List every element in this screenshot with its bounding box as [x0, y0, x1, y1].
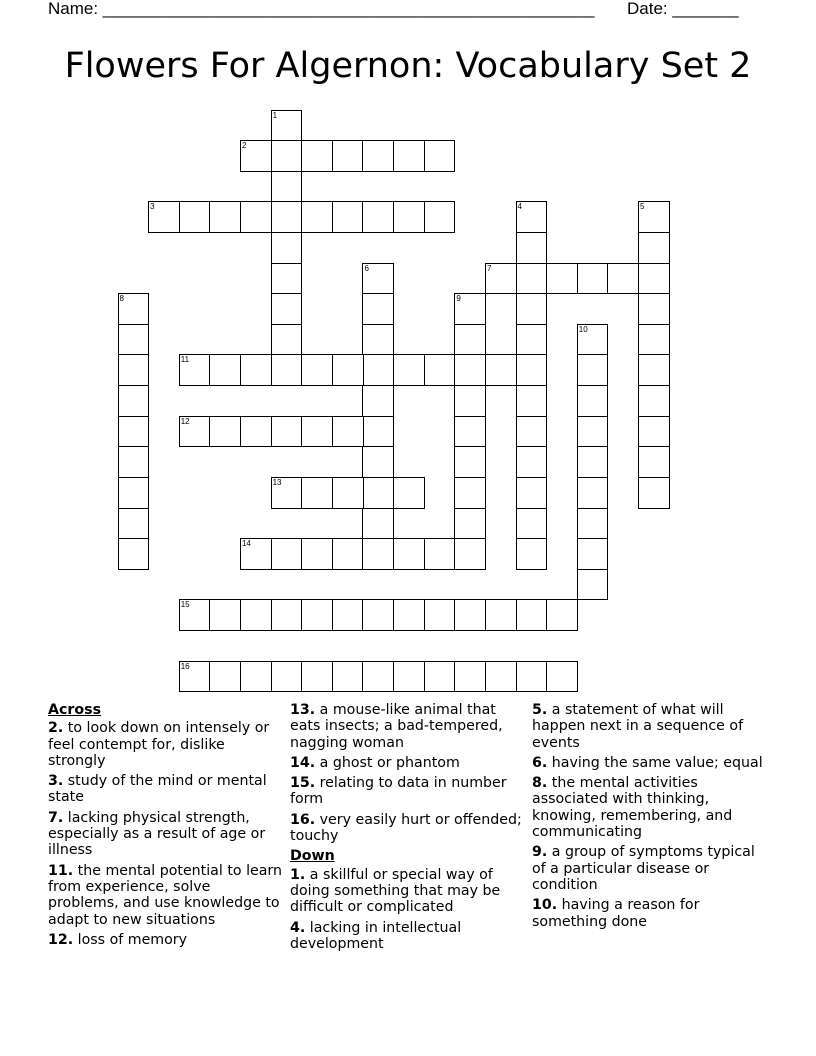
grid-cell[interactable]: [516, 354, 548, 386]
clue-number-label: 6: [364, 263, 369, 273]
grid-cell[interactable]: [454, 661, 486, 693]
grid-cell[interactable]: [454, 508, 486, 540]
grid-cell[interactable]: [638, 263, 670, 295]
down-clue-8: 8. the mental activities associated with thinking, knowing, remembering, and communicating: [532, 775, 733, 841]
down-clue-1: 1. a skillful or special way of doing something that may be difficult or complicated: [290, 866, 501, 916]
grid-cell[interactable]: [393, 354, 425, 386]
grid-cell[interactable]: [301, 354, 333, 386]
grid-cell[interactable]: [271, 110, 303, 142]
grid-cell[interactable]: [516, 538, 548, 570]
grid-cell[interactable]: [577, 354, 609, 386]
grid-cell[interactable]: [454, 446, 486, 478]
across-clue-11: 11. the mental potential to learn from experience, solve problems, and use knowledge to adapt to new situations: [48, 862, 283, 928]
grid-cell[interactable]: [546, 599, 578, 631]
grid-cell[interactable]: [424, 661, 456, 693]
grid-cell[interactable]: [301, 201, 333, 233]
grid-cell[interactable]: [516, 661, 548, 693]
grid-cell[interactable]: [577, 569, 609, 601]
grid-cell[interactable]: [362, 201, 394, 233]
clue-number-label: 5: [640, 202, 645, 212]
grid-cell[interactable]: [271, 140, 303, 172]
grid-cell[interactable]: [362, 446, 394, 478]
grid-cell[interactable]: [362, 416, 394, 448]
grid-cell[interactable]: [240, 661, 272, 693]
grid-cell[interactable]: [332, 416, 364, 448]
clue-number-label: 9: [456, 294, 461, 304]
grid-cell[interactable]: [271, 661, 303, 693]
grid-cell[interactable]: [240, 140, 272, 172]
grid-cell[interactable]: [454, 293, 486, 325]
grid-cell[interactable]: [485, 354, 517, 386]
grid-cell[interactable]: [301, 661, 333, 693]
grid-cell[interactable]: [393, 477, 425, 509]
grid-cell[interactable]: [607, 263, 639, 295]
grid-cell[interactable]: [179, 354, 211, 386]
grid-cell[interactable]: [362, 661, 394, 693]
grid-cell[interactable]: [393, 661, 425, 693]
grid-cell[interactable]: [424, 354, 456, 386]
grid-cell[interactable]: [118, 385, 150, 417]
grid-cell[interactable]: [393, 599, 425, 631]
clue-number-label: 3: [150, 202, 155, 212]
grid-cell[interactable]: [240, 538, 272, 570]
name-field-label: Name: ____________________________________________________: [48, 0, 595, 18]
grid-cell[interactable]: [516, 477, 548, 509]
grid-cell[interactable]: [516, 201, 548, 233]
grid-cell[interactable]: [332, 599, 364, 631]
grid-cell[interactable]: [332, 201, 364, 233]
grid-cell[interactable]: [516, 508, 548, 540]
grid-cell[interactable]: [516, 324, 548, 356]
grid-cell[interactable]: [516, 446, 548, 478]
down-clue-6: 6. having the same value; equal: [532, 754, 763, 771]
clue-column-3: [532, 702, 766, 934]
grid-cell[interactable]: [577, 385, 609, 417]
across-clue-12: 12. loss of memory: [48, 931, 188, 948]
clue-number-label: 7: [486, 263, 492, 273]
grid-cell[interactable]: [577, 324, 609, 356]
across-clue-7: 7. lacking physical strength, especially as a result of age or illness: [48, 809, 266, 859]
clue-number-label: 16: [180, 661, 190, 671]
grid-cell[interactable]: [516, 232, 548, 264]
grid-cell[interactable]: [332, 661, 364, 693]
clue-number-label: 8: [119, 294, 124, 304]
page-title: Flowers For Algernon: Vocabulary Set 2: [64, 46, 752, 86]
grid-cell[interactable]: [271, 354, 303, 386]
grid-cell[interactable]: [577, 416, 609, 448]
date-field-label: Date: _______: [627, 0, 739, 18]
grid-cell[interactable]: [118, 477, 150, 509]
grid-cell[interactable]: [332, 140, 364, 172]
grid-cell[interactable]: [332, 354, 364, 386]
grid-cell[interactable]: [424, 140, 456, 172]
across-clue-3: 3. study of the mind or mental state: [48, 773, 267, 806]
grid-cell[interactable]: [271, 263, 303, 295]
grid-cell[interactable]: [393, 201, 425, 233]
grid-cell[interactable]: [118, 354, 150, 386]
grid-cell[interactable]: [148, 201, 180, 233]
down-heading: Down: [290, 848, 335, 865]
grid-cell[interactable]: [301, 599, 333, 631]
grid-cell[interactable]: [271, 171, 303, 203]
grid-cell[interactable]: [362, 508, 394, 540]
down-clue-5: 5. a statement of what will happen next in a sequence of events: [532, 702, 744, 751]
clue-column-1: [48, 702, 282, 952]
clue-column-2: [290, 702, 524, 956]
grid-cell[interactable]: [118, 293, 150, 325]
grid-cell[interactable]: [546, 263, 578, 295]
grid-cell[interactable]: [546, 661, 578, 693]
grid-cell[interactable]: [271, 416, 303, 448]
grid-cell[interactable]: [209, 201, 241, 233]
grid-cell[interactable]: [577, 538, 609, 570]
grid-cell[interactable]: [179, 201, 211, 233]
clue-number-label: 13: [272, 477, 282, 487]
across-heading: Across: [48, 702, 102, 718]
grid-cell[interactable]: [271, 232, 303, 264]
grid-cell[interactable]: [362, 385, 394, 417]
grid-cell[interactable]: [362, 263, 394, 295]
grid-cell[interactable]: [362, 293, 394, 325]
grid-cell[interactable]: [301, 477, 333, 509]
grid-cell[interactable]: [362, 140, 394, 172]
grid-cell[interactable]: [454, 599, 486, 631]
grid-cell[interactable]: [638, 293, 670, 325]
grid-cell[interactable]: [516, 263, 548, 295]
page-header: [48, 0, 748, 20]
grid-cell[interactable]: [393, 538, 425, 570]
grid-cell[interactable]: [638, 201, 670, 233]
clue-number-label: 4: [517, 202, 522, 212]
across-clue-14: 14. a ghost or phantom: [290, 754, 460, 771]
clue-number-label: 10: [578, 324, 588, 334]
grid-cell[interactable]: [179, 599, 211, 631]
grid-cell[interactable]: [301, 538, 333, 570]
grid-cell[interactable]: [485, 263, 517, 295]
grid-cell[interactable]: [118, 508, 150, 540]
grid-cell[interactable]: [485, 661, 517, 693]
down-clue-10: 10. having a reason for something done: [532, 897, 700, 930]
grid-cell[interactable]: [454, 416, 486, 448]
grid-cell[interactable]: [240, 416, 272, 448]
grid-cell[interactable]: [454, 538, 486, 570]
grid-cell[interactable]: [209, 599, 241, 631]
grid-cell[interactable]: [240, 599, 272, 631]
grid-cell[interactable]: [516, 599, 548, 631]
across-clue-16: 16. very easily hurt or offended; touchy: [290, 811, 522, 845]
grid-cell[interactable]: [454, 385, 486, 417]
grid-cell[interactable]: [577, 263, 609, 295]
grid-cell[interactable]: [332, 538, 364, 570]
across-clue-2: 2. to look down on intensely or feel contempt for, dislike strongly: [48, 720, 270, 769]
grid-cell[interactable]: [638, 477, 670, 509]
grid-cell[interactable]: [516, 385, 548, 417]
grid-cell[interactable]: [485, 599, 517, 631]
grid-cell[interactable]: [271, 538, 303, 570]
clue-number-label: 12: [180, 416, 190, 426]
clue-number-label: 1: [272, 110, 278, 120]
grid-cell[interactable]: [454, 324, 486, 356]
clue-number-label: 14: [241, 539, 251, 549]
grid-cell[interactable]: [118, 416, 150, 448]
grid-cell[interactable]: [209, 354, 241, 386]
grid-cell[interactable]: [638, 416, 670, 448]
grid-cell[interactable]: [179, 661, 211, 693]
grid-cell[interactable]: [577, 508, 609, 540]
grid-cell[interactable]: [454, 354, 486, 386]
down-clue-4: 4. lacking in intellectual development: [290, 919, 462, 952]
grid-cell[interactable]: [301, 416, 333, 448]
grid-cell[interactable]: [424, 201, 456, 233]
grid-cell[interactable]: [516, 293, 548, 325]
across-clue-13: 13. a mouse-like animal that eats insects; a bad-tempered, nagging woman: [290, 702, 503, 751]
grid-cell[interactable]: [424, 599, 456, 631]
grid-cell[interactable]: [454, 477, 486, 509]
grid-cell[interactable]: [271, 293, 303, 325]
grid-cell[interactable]: [362, 354, 394, 386]
grid-cell[interactable]: [577, 477, 609, 509]
grid-cell[interactable]: [362, 538, 394, 570]
grid-cell[interactable]: [240, 354, 272, 386]
grid-cell[interactable]: [362, 477, 394, 509]
grid-cell[interactable]: [516, 416, 548, 448]
grid-cell[interactable]: [271, 477, 303, 509]
across-clue-15: 15. relating to data in number form: [290, 775, 507, 808]
grid-cell[interactable]: [362, 324, 394, 356]
grid-cell[interactable]: [271, 599, 303, 631]
grid-cell[interactable]: [424, 538, 456, 570]
grid-cell[interactable]: [362, 599, 394, 631]
grid-cell[interactable]: [271, 324, 303, 356]
grid-cell[interactable]: [638, 324, 670, 356]
grid-cell[interactable]: [271, 201, 303, 233]
grid-cell[interactable]: [209, 661, 241, 693]
grid-cell[interactable]: [638, 446, 670, 478]
grid-cell[interactable]: [638, 232, 670, 264]
down-clue-9: 9. a group of symptoms typical of a particular disease or condition: [532, 844, 755, 893]
clue-number-label: 11: [180, 355, 190, 365]
grid-cell[interactable]: [118, 538, 150, 570]
grid-cell[interactable]: [209, 416, 241, 448]
grid-cell[interactable]: [638, 385, 670, 417]
grid-cell[interactable]: [118, 324, 150, 356]
grid-cell[interactable]: [332, 477, 364, 509]
grid-cell[interactable]: [118, 446, 150, 478]
grid-cell[interactable]: [179, 416, 211, 448]
grid-cell[interactable]: [301, 140, 333, 172]
clue-number-label: 2: [241, 141, 247, 151]
grid-cell[interactable]: [577, 446, 609, 478]
grid-cell[interactable]: [393, 140, 425, 172]
clue-number-label: 15: [180, 600, 190, 610]
grid-cell[interactable]: [638, 354, 670, 386]
grid-cell[interactable]: [240, 201, 272, 233]
